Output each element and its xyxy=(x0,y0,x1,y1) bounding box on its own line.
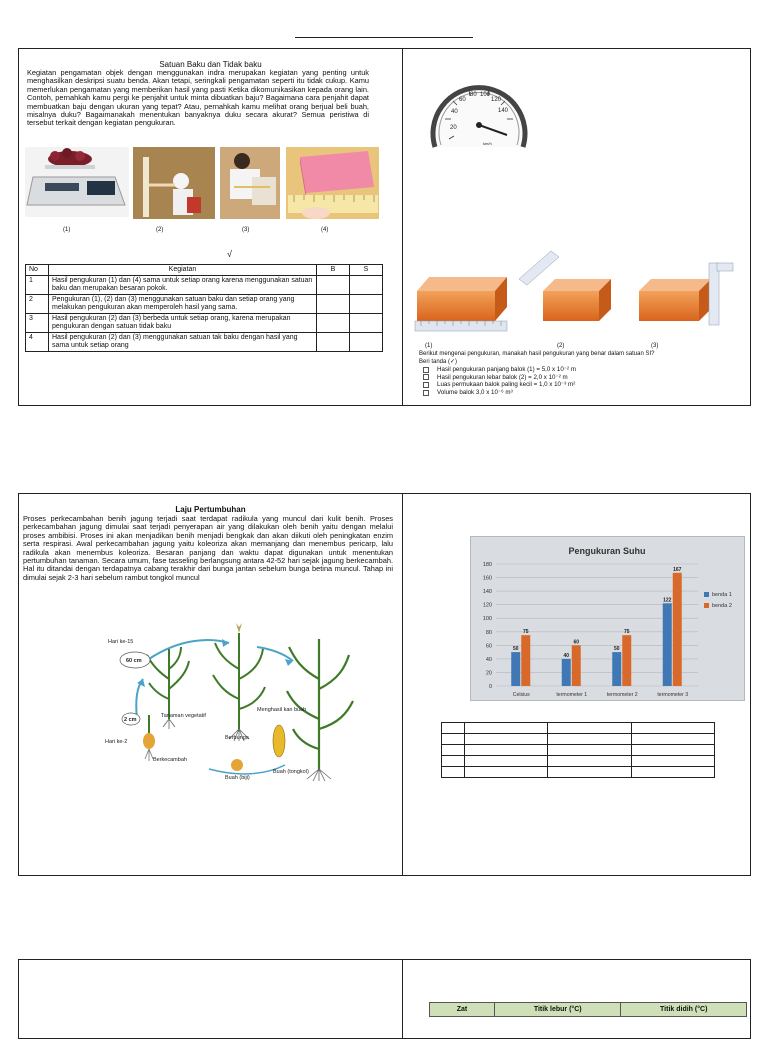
temperature-bar-chart xyxy=(470,536,745,701)
table-cell[interactable] xyxy=(465,767,548,778)
header-titik-didih: Titik didih (°C) xyxy=(621,1003,747,1017)
block-caption-2: (2) xyxy=(557,343,565,349)
option-label: Volume balok 3,0 x 10⁻⁶ m³ xyxy=(437,388,513,396)
measuring-wall-photo xyxy=(133,147,215,219)
table-cell[interactable] xyxy=(442,723,465,734)
answer-cell-s[interactable] xyxy=(350,314,383,333)
photo-caption-2: (2) xyxy=(156,227,164,233)
option-item[interactable] xyxy=(423,366,576,374)
panel-satuan-baku xyxy=(19,49,402,405)
table-cell[interactable] xyxy=(465,756,548,767)
tailor-illustration xyxy=(220,147,280,219)
panel-pengukuran-si xyxy=(403,49,750,405)
label-day-15: Hari ke-15 xyxy=(108,639,134,645)
top-rule xyxy=(295,37,473,38)
option-label: Hasil pengukuran panjang balok (1) = 5,0 x 10⁻² m xyxy=(437,366,576,373)
option-item[interactable] xyxy=(423,374,576,382)
header-kegiatan: Kegiatan xyxy=(49,265,317,276)
y-tick-label: 0 xyxy=(488,684,492,690)
table-cell[interactable] xyxy=(631,756,714,767)
tailor-photo xyxy=(220,147,280,219)
table-cell[interactable] xyxy=(548,756,631,767)
check-mark: √ xyxy=(227,249,232,259)
data-label: 60 xyxy=(573,639,580,646)
data-label: 75 xyxy=(623,629,630,636)
table-row xyxy=(26,276,383,295)
bar-benda-2 xyxy=(622,635,631,686)
row-no: 1 xyxy=(26,276,49,295)
block-caption-1: (1) xyxy=(425,343,433,349)
instruction-text: Beri tanda (✓) xyxy=(419,359,458,365)
header-s: S xyxy=(350,265,383,276)
corn-growth-diagram xyxy=(89,619,359,794)
answer-cell-s[interactable] xyxy=(350,333,383,352)
table-cell[interactable] xyxy=(442,745,465,756)
x-tick-label: termometer 1 xyxy=(556,692,588,698)
y-tick-label: 160 xyxy=(482,575,492,582)
label-60cm: 60 cm xyxy=(126,658,142,664)
table-header-row xyxy=(26,265,383,276)
table-cell[interactable] xyxy=(548,745,631,756)
row-text: Pengukuran (1), (2) dan (3) menggunakan satuan baku dan setiap orang yang melakukan pengukuran akan memperoleh hasil yang sama. xyxy=(49,295,317,314)
table-cell[interactable] xyxy=(631,723,714,734)
panel-paragraph: Kegiatan pengamatan objek dengan menggunakan indra merupakan kegiatan yang penting untuk menghasilkan deskripsi suatu benda. Akan tetapi, seringkali pengamatan seperti itu tidak cukup. Kamu memerlukan pengamatan yang memberikan hasil yang pasti Ketika dikomunikasikan kepada orang lain. Contoh, pernahkah kamu pergi ke penjahit untuk minta dibuatkan baju? Bagaimana cara penjahit dapat membuatkan baju dengan ukuran yang tepat? Atau, pernahkah kamu melihat orang berjual beli buah, misalnya duku? Bagaimanakah menentukan banyaknya duku secara akurat? Semua peristiwa di tersebut terkait dengan kegiatan pengukuran. xyxy=(27,68,369,128)
bar-benda-1 xyxy=(511,652,520,686)
table-cell[interactable] xyxy=(465,723,548,734)
y-tick-label: 60 xyxy=(485,643,492,650)
legend-label: benda 2 xyxy=(712,603,732,609)
bar-benda-2 xyxy=(572,645,581,686)
answer-cell-s[interactable] xyxy=(350,276,383,295)
answer-cell-s[interactable] xyxy=(350,295,383,314)
option-checkbox[interactable] xyxy=(423,382,429,388)
header-titik-lebur: Titik lebur (°C) xyxy=(495,1003,621,1017)
y-tick-label: 40 xyxy=(485,656,492,663)
y-tick-label: 80 xyxy=(485,629,492,636)
worksheet-row-1 xyxy=(18,48,751,406)
scale-photo xyxy=(25,147,129,217)
option-label: Luas permukaan balok paling kecil = 1,0 x 10⁻³ m² xyxy=(437,381,576,389)
legend-swatch xyxy=(704,592,709,597)
data-label: 40 xyxy=(563,652,570,659)
y-tick-label: 20 xyxy=(485,670,492,677)
header-zat: Zat xyxy=(430,1003,495,1017)
gauge-number: 140 xyxy=(498,108,509,114)
table-row xyxy=(26,314,383,333)
zat-table xyxy=(429,1002,747,1017)
data-label: 50 xyxy=(512,646,519,653)
row-no: 2 xyxy=(26,295,49,314)
label-day-2: Hari ke-2 xyxy=(105,739,128,745)
eraser-ruler-photo xyxy=(286,147,379,219)
label-berkecambah: Berkecambah xyxy=(153,757,187,763)
option-label: Hasil pengukuran lebar balok (2) = 2,0 x 10⁻² m xyxy=(437,373,568,381)
table-cell[interactable] xyxy=(442,767,465,778)
header-b: B xyxy=(317,265,350,276)
answer-cell-b[interactable] xyxy=(317,333,350,352)
panel-laju-pertumbuhan xyxy=(19,494,402,875)
empty-data-table xyxy=(441,722,715,778)
table-cell[interactable] xyxy=(465,745,548,756)
data-label: 167 xyxy=(673,566,682,573)
bar-benda-1 xyxy=(663,603,672,686)
panel-pengukuran-suhu xyxy=(403,494,750,875)
y-tick-label: 140 xyxy=(482,589,492,596)
table-row xyxy=(26,333,383,352)
data-label: 50 xyxy=(613,646,620,653)
answer-cell-b[interactable] xyxy=(317,276,350,295)
gauge-number: 20 xyxy=(450,125,457,131)
photo-caption-1: (1) xyxy=(63,227,71,233)
bar-benda-2 xyxy=(673,573,682,686)
table-cell[interactable] xyxy=(442,756,465,767)
label-tanaman-vegetatif: Tanaman vegetatif xyxy=(161,713,206,719)
statement-table xyxy=(25,264,383,352)
gauge-number: 60 xyxy=(459,97,466,103)
table-cell[interactable] xyxy=(631,767,714,778)
blocks-illustration xyxy=(413,245,743,340)
speedometer-gauge xyxy=(427,75,531,157)
panel-title: Satuan Baku dan Tidak baku xyxy=(159,60,262,69)
label-berbunga: Berbunga xyxy=(225,735,249,741)
gauge-number: 40 xyxy=(451,109,458,115)
gauge-number: 120 xyxy=(491,97,502,103)
gauge-number: 100 xyxy=(480,92,491,98)
eraser-ruler-illustration xyxy=(286,147,379,219)
gauge-unit: km/h xyxy=(483,141,492,146)
data-label: 122 xyxy=(663,597,672,604)
y-tick-label: 180 xyxy=(482,562,492,568)
table-row xyxy=(26,295,383,314)
bar-benda-1 xyxy=(612,652,621,686)
row-no: 3 xyxy=(26,314,49,333)
options-list xyxy=(423,366,576,396)
table-cell[interactable] xyxy=(548,767,631,778)
gauge-number: 80 xyxy=(470,92,477,98)
table-cell[interactable] xyxy=(548,723,631,734)
scale-illustration xyxy=(25,147,129,217)
person-measuring-illustration xyxy=(133,147,215,219)
worksheet-row-2 xyxy=(18,493,751,876)
zat-header-row xyxy=(430,1003,747,1017)
row-text: Hasil pengukuran (2) dan (3) berbeda untuk setiap orang, karena merupakan pengukuran dengan satuan tidak baku xyxy=(49,314,317,333)
photo-caption-3: (3) xyxy=(242,227,250,233)
row-text: Hasil pengukuran (2) dan (3) menggunakan satuan tak baku dengan hasil yang sama untuk setiap orang xyxy=(49,333,317,352)
panel-paragraph: Proses perkecambahan benih jagung terjadi saat terdapat radikula yang muncul dari kulit benih. Proses perkecambahan jagung dimulai saat terjadi penyerapan air yang dilakukan oleh benih yaitu dengan melalui proses ambibisi. Proses ini akan menjadikan benih menjadi bengkak dan akan diikuti oleh peningkatan enzim serta respirasi. Awal perkecambahan jagung yaitu koleoriza akan memanjang dan menembus pericarp, lalu radikula akan menembus koleoriza. Besaran panjang dan waktu dapat digunakan untuk menentukan pertumbuhan tanaman. Secara umum, fase tasseling berlangsung antara 42-52 hari sejak jagung berkecambah. Hal itu ditandai dengan terdapatnya cabang terakhir dari bunga jantan sebelum bunga betina muncul. Tahap ini dimulai sejak 2-3 hari sebelum rambut tongkol muncul xyxy=(23,514,393,582)
label-buah-biji: Buah (biji) xyxy=(225,775,250,781)
worksheet-row-3 xyxy=(18,959,751,1039)
x-tick-label: termometer 3 xyxy=(657,692,689,698)
table-cell[interactable] xyxy=(631,734,714,745)
label-2cm: 2 cm xyxy=(124,717,137,723)
photo-caption-4: (4) xyxy=(321,227,329,233)
legend-swatch xyxy=(704,603,709,608)
header-no: No xyxy=(26,265,49,276)
block-caption-3: (3) xyxy=(651,343,659,349)
label-menghasilkan-buah: Menghasil kan buah xyxy=(257,707,307,713)
y-tick-label: 100 xyxy=(482,616,492,623)
option-checkbox[interactable] xyxy=(423,374,429,380)
data-label: 75 xyxy=(522,629,529,636)
table-cell[interactable] xyxy=(548,734,631,745)
row-no: 4 xyxy=(26,333,49,352)
panel-title: Laju Pertumbuhan xyxy=(175,505,246,514)
option-item[interactable] xyxy=(423,389,576,397)
chart-title: Pengukuran Suhu xyxy=(568,546,646,556)
y-tick-label: 120 xyxy=(482,602,492,609)
table-cell[interactable] xyxy=(465,734,548,745)
bar-benda-2 xyxy=(521,635,530,686)
answer-cell-b[interactable] xyxy=(317,295,350,314)
row-text: Hasil pengukuran (1) dan (4) sama untuk setiap orang karena menggunakan satuan baku dan merupakan besaran pokok. xyxy=(49,276,317,295)
question-text: Berikut mengenai pengukuran, manakah hasil pengukuran yang benar dalam satuan SI? xyxy=(419,351,655,357)
legend-label: benda 1 xyxy=(712,592,732,598)
bar-benda-1 xyxy=(562,659,571,686)
answer-cell-b[interactable] xyxy=(317,314,350,333)
table-cell[interactable] xyxy=(631,745,714,756)
option-checkbox[interactable] xyxy=(423,390,429,396)
option-item[interactable] xyxy=(423,381,576,389)
table-cell[interactable] xyxy=(442,734,465,745)
x-tick-label: Celsius xyxy=(512,692,530,698)
label-buah-tongkol: Buah (tongkol) xyxy=(273,769,309,775)
option-checkbox[interactable] xyxy=(423,367,429,373)
x-tick-label: termometer 2 xyxy=(606,692,638,698)
row3-divider xyxy=(402,960,403,1038)
